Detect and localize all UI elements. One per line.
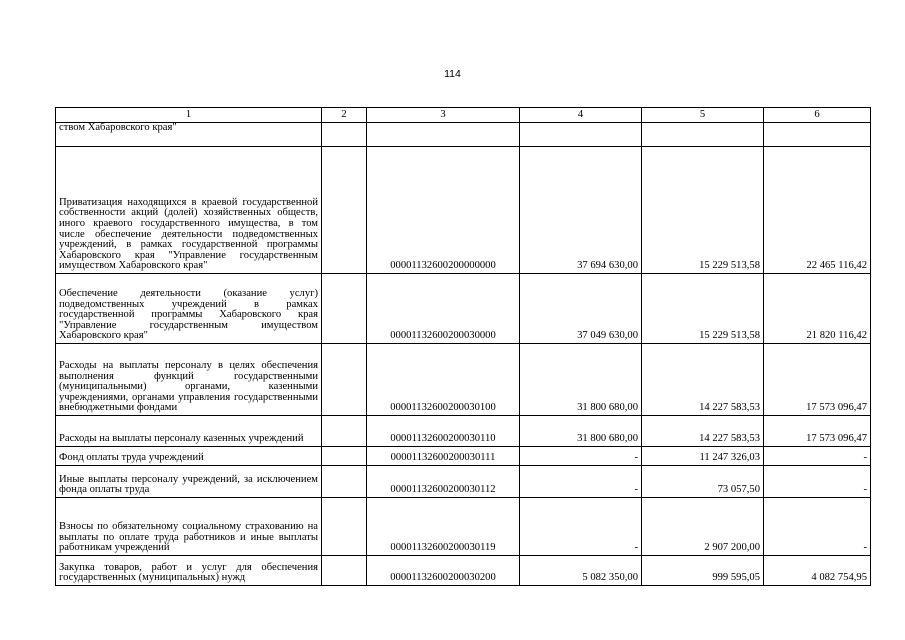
row-description: ством Хабаровского края" (56, 123, 322, 147)
page-number: 114 (444, 68, 461, 80)
row-approved (520, 123, 642, 147)
row-remainder: - (764, 466, 871, 498)
row-col2 (322, 147, 367, 274)
row-remainder: 22 465 116,42 (764, 147, 871, 274)
row-col2 (322, 344, 367, 416)
table-row (56, 447, 871, 466)
row-description: Обеспечение деятельности (оказание услуг) подведомственных учреждений в рамках государственной программы Хабаровского края "Управление государственным имуществом Хабаровского края" (56, 274, 322, 344)
row-remainder: 21 820 116,42 (764, 274, 871, 344)
row-description: Взносы по обязательному социальному страхованию на выплаты по оплате труда работников и иные выплаты работникам учреждений (56, 498, 322, 556)
row-approved: 37 694 630,00 (520, 147, 642, 274)
row-code: 00001132600200030100 (367, 344, 520, 416)
table-row (56, 274, 871, 344)
row-code (367, 123, 520, 147)
row-col2 (322, 416, 367, 447)
row-approved: 31 800 680,00 (520, 344, 642, 416)
table-row (56, 498, 871, 556)
row-remainder (764, 123, 871, 147)
row-executed (642, 123, 764, 147)
row-col2 (322, 498, 367, 556)
budget-execution-table (55, 107, 871, 586)
row-description: Расходы на выплаты персоналу в целях обеспечения выполнения функций государственными (муниципальными) органами, казенными учреждениями, органами управления государственными внебюджетными фондами (56, 344, 322, 416)
row-code: 00001132600200030200 (367, 556, 520, 586)
row-remainder: 17 573 096,47 (764, 416, 871, 447)
row-executed: 73 057,50 (642, 466, 764, 498)
column-header-4: 4 (520, 108, 642, 123)
row-remainder: 17 573 096,47 (764, 344, 871, 416)
row-description: Фонд оплаты труда учреждений (56, 447, 322, 466)
row-description: Приватизация находящихся в краевой государственной собственности акций (долей) хозяйственных обществ, иного краевого государственного имущества, в том числе обеспечение деятельности подведомственных учреждений, в рамках государственной программы Хабаровского края "Управление государственным имуществом Хабаровского края" (56, 147, 322, 274)
row-executed: 15 229 513,58 (642, 147, 764, 274)
row-approved: - (520, 466, 642, 498)
table-row (56, 466, 871, 498)
row-remainder: - (764, 447, 871, 466)
column-header-6: 6 (764, 108, 871, 123)
column-header-5: 5 (642, 108, 764, 123)
column-header-3: 3 (367, 108, 520, 123)
row-executed: 15 229 513,58 (642, 274, 764, 344)
row-executed: 11 247 326,03 (642, 447, 764, 466)
row-approved: 5 082 350,00 (520, 556, 642, 586)
row-executed: 2 907 200,00 (642, 498, 764, 556)
row-code: 00001132600200030000 (367, 274, 520, 344)
row-executed: 14 227 583,53 (642, 416, 764, 447)
row-col2 (322, 447, 367, 466)
table-row (56, 344, 871, 416)
row-approved: - (520, 498, 642, 556)
row-code: 00001132600200030110 (367, 416, 520, 447)
row-code: 00001132600200030112 (367, 466, 520, 498)
row-executed: 999 595,05 (642, 556, 764, 586)
row-description: Иные выплаты персоналу учреждений, за исключением фонда оплаты труда (56, 466, 322, 498)
table-row (56, 556, 871, 586)
row-description: Закупка товаров, работ и услуг для обеспечения государственных (муниципальных) нужд (56, 556, 322, 586)
table-row (56, 416, 871, 447)
row-col2 (322, 466, 367, 498)
row-col2 (322, 556, 367, 586)
row-col2 (322, 274, 367, 344)
row-approved: 31 800 680,00 (520, 416, 642, 447)
table-row (56, 123, 871, 147)
row-description: Расходы на выплаты персоналу казенных учреждений (56, 416, 322, 447)
row-code: 00001132600200030111 (367, 447, 520, 466)
column-header-1: 1 (56, 108, 322, 123)
row-approved: - (520, 447, 642, 466)
row-approved: 37 049 630,00 (520, 274, 642, 344)
column-header-2: 2 (322, 108, 367, 123)
row-remainder: - (764, 498, 871, 556)
row-code: 00001132600200000000 (367, 147, 520, 274)
row-remainder: 4 082 754,95 (764, 556, 871, 586)
row-code: 00001132600200030119 (367, 498, 520, 556)
header-row (56, 108, 871, 123)
table-row (56, 147, 871, 274)
row-executed: 14 227 583,53 (642, 344, 764, 416)
row-col2 (322, 123, 367, 147)
